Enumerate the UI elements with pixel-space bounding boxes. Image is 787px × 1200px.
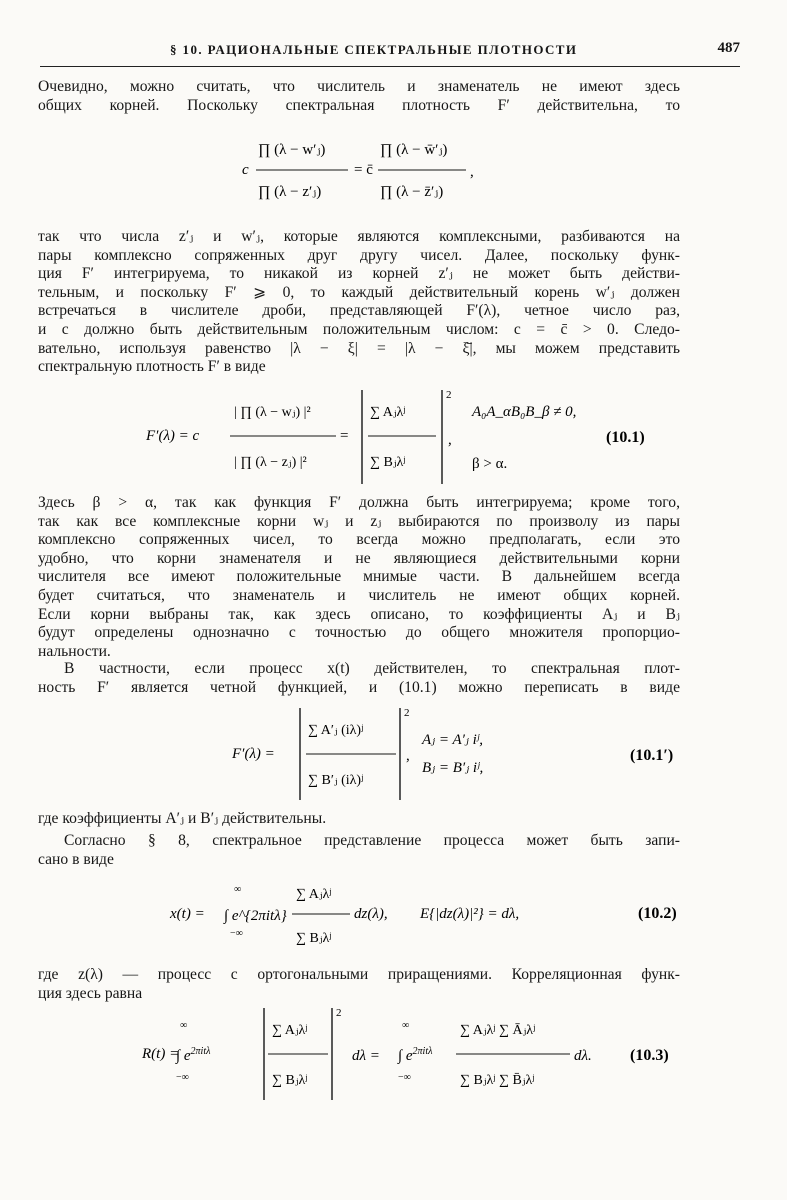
svg-text:∫ e2πitλ: ∫ $e^{2\pi it\lambda}$	[398, 1046, 433, 1064]
eq0-denominator-conj: ∏ (λ − z̄′ⱼ)	[380, 184, 444, 200]
text-line: ция здесь равна	[38, 984, 143, 1002]
text-line: Согласно § 8, спектральное представление процесса может быть запи-	[64, 832, 680, 849]
text-line: встречаться в числителе дроби, представляющей F′(λ), четное число раз,	[38, 302, 680, 320]
eq3-rnumerator: ∑ Aⱼλʲ ∑ Āⱼλʲ	[460, 1023, 536, 1038]
text-line: числителя все имеют положительные мнимые части. В дальнейшем всегда	[38, 568, 680, 586]
svg-text:−∞: −∞	[176, 1072, 189, 1083]
eq2-rhs: E{|dz(λ)|²} = dλ,	[420, 906, 520, 922]
eq0-equals: = c̄	[354, 162, 373, 178]
svg-text:,: ,	[406, 748, 410, 764]
eq2-lhs: x(t) =	[170, 906, 205, 922]
eq2-dz: dz(λ),	[354, 906, 388, 922]
eq1p-lhs: F′(λ) =	[232, 746, 275, 762]
equation-10-1	[140, 386, 660, 490]
text-line: Очевидно, можно считать, что числитель и знаменатель не имеют здесь	[38, 78, 680, 95]
svg-text:2: 2	[336, 1007, 342, 1019]
eq1p-numerator: ∑ A′ⱼ (iλ)ʲ	[308, 723, 364, 738]
eq1-condition-1: A₀A_αB₀B_β ≠ 0,	[472, 404, 577, 420]
eq1-denominator: | ∏ (λ − zⱼ) |²	[234, 455, 307, 470]
svg-text:=: =	[340, 428, 349, 444]
text-line: Если корни выбраны так, как здесь описано, то коэффициенты Aⱼ и Bⱼ	[38, 605, 680, 623]
text-line: где коэффициенты A′ⱼ и B′ⱼ действительны.	[38, 810, 327, 827]
eq0-numerator-conj: ∏ (λ − w̄′ⱼ)	[380, 142, 448, 158]
paragraph-4	[38, 660, 680, 697]
svg-text:−∞: −∞	[230, 928, 243, 939]
paragraph-7	[38, 966, 680, 1003]
text-line: вательно, используя равенство |λ − ξ| = |λ − ξ̄|, мы можем представить	[38, 339, 680, 357]
eq-label-10-1: (10.1)	[606, 429, 645, 446]
text-line: сано в виде	[38, 850, 114, 868]
eq1-lhs: F′(λ) = c	[146, 428, 200, 444]
svg-text:,: ,	[448, 432, 452, 448]
eq-label-10-3: (10.3)	[630, 1047, 669, 1064]
svg-text:,: ,	[470, 164, 474, 180]
eq3-rdenominator: ∑ Bⱼλʲ ∑ B̄ⱼλʲ	[460, 1073, 535, 1088]
paragraph-2	[38, 228, 680, 377]
equation-10-2	[168, 870, 688, 966]
eq2-denominator: ∑ Bⱼλʲ	[296, 931, 332, 946]
text-line: будет считаться, что знаменатель и числитель не имеют общих корней.	[38, 586, 680, 604]
eq3-denominator: ∑ Bⱼλʲ	[272, 1073, 308, 1088]
eq3-end: dλ.	[574, 1048, 592, 1064]
eq3-mid: dλ =	[352, 1048, 380, 1064]
text-line: комплексно сопряженных чисел, то всегда можно предполагать, если это	[38, 531, 680, 549]
eq3-lhs: R(t) =	[142, 1046, 180, 1062]
paragraph-3	[38, 494, 680, 661]
text-line: удобно, что корни знаменателя и не являющиеся действительными корни	[38, 549, 680, 567]
eq1-rdenominator: ∑ Bⱼλʲ	[370, 455, 406, 470]
eq0-numerator: ∏ (λ − w′ⱼ)	[258, 142, 326, 158]
running-header	[40, 36, 740, 67]
text-line: Здесь β > α, так как функция F′ должна быть интегрируема; кроме того,	[38, 494, 680, 511]
text-line: и c должно быть действительным положительным числом: c = c̄ > 0. Следо-	[38, 320, 680, 338]
eq1p-denominator: ∑ B′ⱼ (iλ)ʲ	[308, 773, 364, 788]
eq1-condition-2: β > α.	[472, 456, 508, 472]
eq2-numerator: ∑ Aⱼλʲ	[296, 887, 332, 902]
svg-text:∞: ∞	[402, 1020, 410, 1031]
page-number: 487	[717, 40, 740, 56]
text-line: так что числа z′ⱼ и w′ⱼ, которые являются комплексными, разбиваются на	[38, 228, 680, 245]
text-line: пары комплексно сопряженных друг другу чисел. Далее, поскольку функ-	[38, 246, 680, 264]
eq-label-10-1p: (10.1′)	[630, 747, 674, 764]
equation-10-3	[140, 1004, 688, 1104]
text-line: где z(λ) — процесс с ортогональными приращениями. Корреляционная функ-	[38, 966, 680, 983]
equation-10-1-prime	[230, 704, 690, 804]
eq1p-condition-1: Aⱼ = A′ⱼ iʲ,	[422, 732, 484, 748]
text-line: будут определены однозначно с точностью до общего множителя пропорцио-	[38, 624, 680, 642]
text-line: В частности, если процесс x(t) действителен, то спектральная плот-	[64, 660, 680, 677]
eq1-numerator: | ∏ (λ − wⱼ) |²	[234, 405, 311, 420]
text-line: ция F′ интегрируема, то никакой из корней z′ⱼ не может быть действи-	[38, 265, 680, 283]
eq2-integral: ∫ e^{2πitλ}	[224, 908, 287, 924]
svg-text:∞: ∞	[234, 884, 242, 895]
eq0-c: c	[242, 162, 249, 178]
eq-label-10-2: (10.2)	[638, 905, 677, 922]
eq0-denominator: ∏ (λ − z′ⱼ)	[258, 184, 322, 200]
svg-text:∞: ∞	[180, 1020, 188, 1031]
svg-text:2: 2	[446, 389, 452, 401]
paragraph-5	[38, 810, 680, 829]
text-line: общих корней. Поскольку спектральная плотность F′ действительна, то	[38, 96, 680, 114]
paragraph-6	[38, 832, 680, 869]
equation-c-ratio	[230, 118, 490, 218]
text-line: нальности.	[38, 642, 111, 660]
svg-text:−∞: −∞	[398, 1072, 411, 1083]
text-line: ность F′ является четной функцией, и (10.1) можно переписать в виде	[38, 678, 680, 696]
eq1-rnumerator: ∑ Aⱼλʲ	[370, 405, 406, 420]
text-line: тельным, и поскольку F′ ⩾ 0, то каждый действительный корень w′ⱼ должен	[38, 283, 680, 301]
text-line: спектральную плотность F′ в виде	[38, 358, 266, 376]
text-line: так как все комплексные корни wⱼ и zⱼ выбираются по произволу из пары	[38, 512, 680, 530]
paragraph-1	[38, 78, 680, 115]
svg-text:∫ e2πitλ: ∫ $e^{2\pi it\lambda}$	[176, 1046, 211, 1064]
svg-text:2: 2	[404, 707, 410, 719]
eq3-numerator: ∑ Aⱼλʲ	[272, 1023, 308, 1038]
header-title: § 10. РАЦИОНАЛЬНЫЕ СПЕКТРАЛЬНЫЕ ПЛОТНОСТИ	[170, 42, 578, 57]
eq1p-condition-2: Bⱼ = B′ⱼ iʲ,	[422, 760, 484, 776]
